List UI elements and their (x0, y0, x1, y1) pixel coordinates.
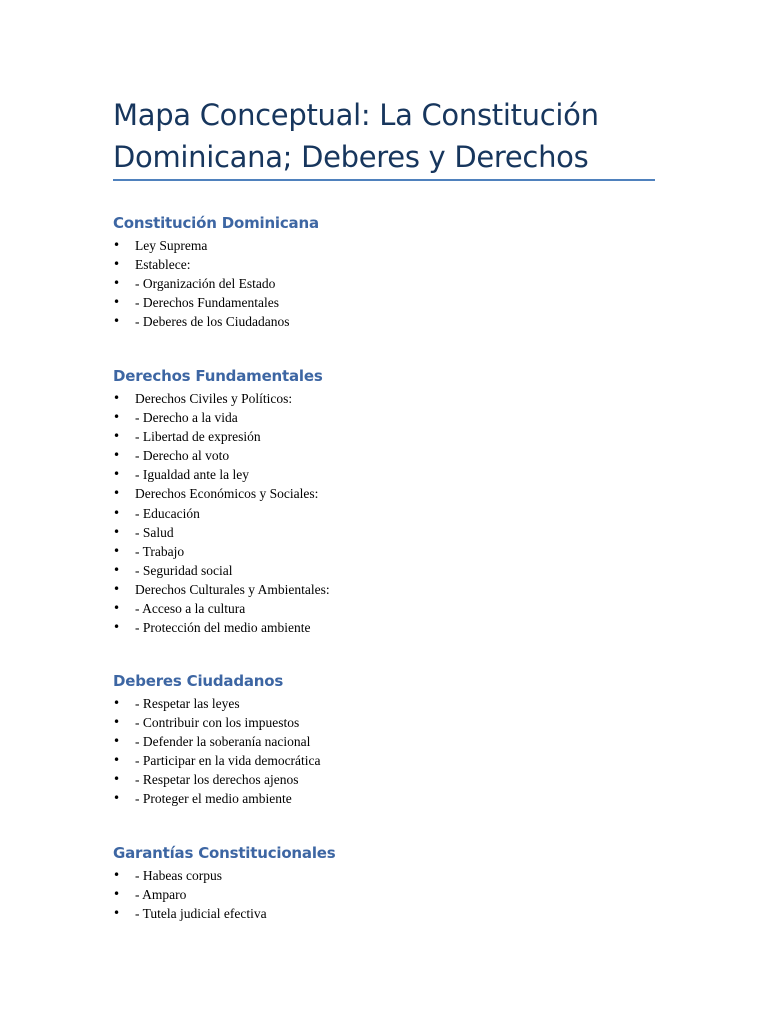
bullet-icon: • (113, 543, 121, 558)
bullet-icon: • (113, 505, 121, 520)
bullet-icon: • (113, 276, 121, 291)
bullet-list (113, 389, 673, 637)
list-item-text: - Libertad de expresión (135, 429, 261, 445)
section-derechos-fundamentales (113, 366, 673, 637)
list-item (113, 484, 673, 503)
bullet-icon: • (113, 620, 121, 635)
list-item (113, 274, 673, 293)
bullet-icon: • (113, 562, 121, 577)
section-garantias-constitucionales (113, 843, 673, 923)
document-title: Mapa Conceptual: La Constitución Dominicana; Deberes y Derechos (113, 98, 599, 174)
bullet-icon: • (113, 581, 121, 596)
list-item-text: - Respetar las leyes (135, 696, 240, 711)
list-item-text: - Derecho al voto (135, 448, 230, 464)
list-item-text: Ley Suprema (135, 238, 208, 253)
list-item-text: - Igualdad ante la ley (135, 467, 249, 483)
list-item (113, 770, 673, 789)
list-item (113, 523, 673, 542)
list-item (113, 446, 673, 465)
bullet-list (113, 236, 673, 331)
section-heading: Constitución Dominicana (113, 214, 319, 232)
list-item-text: Establece: (135, 257, 191, 273)
list-item (113, 236, 673, 255)
list-item (113, 561, 673, 580)
bullet-icon: • (113, 887, 121, 902)
list-item (113, 542, 673, 561)
list-item (113, 255, 673, 274)
list-item (113, 789, 673, 808)
list-item-text: - Habeas corpus (135, 868, 222, 883)
bullet-icon: • (113, 715, 121, 730)
bullet-icon: • (113, 238, 121, 252)
bullet-icon: • (113, 314, 121, 329)
bullet-icon: • (113, 429, 121, 444)
bullet-icon: • (113, 696, 121, 710)
list-item (113, 599, 673, 618)
list-item-text: - Trabajo (135, 543, 185, 559)
list-item (113, 312, 673, 331)
list-item-text: Derechos Civiles y Políticos: (135, 391, 293, 406)
section-heading: Deberes Ciudadanos (113, 672, 284, 690)
list-item-text: - Proteger el medio ambiente (135, 791, 292, 807)
bullet-icon: • (113, 791, 121, 806)
bullet-icon: • (113, 410, 121, 425)
list-item-text: - Seguridad social (135, 562, 233, 578)
list-item (113, 713, 673, 732)
list-item (113, 389, 673, 408)
list-item-text: - Derechos Fundamentales (135, 295, 279, 311)
list-item-text: - Educación (135, 505, 200, 521)
bullet-icon: • (113, 601, 121, 616)
bullet-list (113, 694, 673, 809)
list-item (113, 751, 673, 770)
bullet-icon: • (113, 734, 121, 749)
bullet-icon: • (113, 295, 121, 310)
bullet-icon: • (113, 868, 121, 882)
list-item-text: - Acceso a la cultura (135, 601, 246, 617)
list-item (113, 904, 673, 923)
bullet-icon: • (113, 391, 121, 405)
bullet-icon: • (113, 906, 121, 921)
list-item (113, 866, 673, 885)
list-item-text: - Derecho a la vida (135, 410, 238, 426)
section-deberes-ciudadanos (113, 671, 673, 809)
list-item-text: - Defender la soberanía nacional (135, 734, 311, 750)
list-item (113, 504, 673, 523)
bullet-icon: • (113, 467, 121, 482)
section-heading: Derechos Fundamentales (113, 367, 323, 385)
bullet-icon: • (113, 448, 121, 463)
section-constitucion-dominicana (113, 213, 673, 331)
title-underline-rule (113, 179, 655, 181)
list-item-text: - Salud (135, 524, 174, 540)
list-item (113, 885, 673, 904)
bullet-icon: • (113, 486, 121, 501)
list-item-text: - Respetar los derechos ajenos (135, 772, 299, 788)
list-item-text: Derechos Culturales y Ambientales: (135, 581, 330, 597)
list-item-text: - Contribuir con los impuestos (135, 715, 300, 731)
list-item (113, 465, 673, 484)
bullet-icon: • (113, 772, 121, 787)
list-item (113, 618, 673, 637)
list-item-text: - Amparo (135, 887, 187, 903)
list-item-text: - Deberes de los Ciudadanos (135, 314, 290, 330)
list-item-text: - Organización del Estado (135, 276, 276, 292)
list-item (113, 408, 673, 427)
bullet-icon: • (113, 524, 121, 539)
bullet-icon: • (113, 257, 121, 272)
list-item-text: - Participar en la vida democrática (135, 753, 321, 769)
list-item-text: - Tutela judicial efectiva (135, 906, 267, 922)
list-item-text: Derechos Económicos y Sociales: (135, 486, 319, 502)
list-item (113, 293, 673, 312)
list-item-text: - Protección del medio ambiente (135, 620, 311, 636)
list-item (113, 580, 673, 599)
list-item (113, 732, 673, 751)
list-item (113, 694, 673, 713)
bullet-list (113, 866, 673, 923)
section-heading: Garantías Constitucionales (113, 844, 336, 862)
bullet-icon: • (113, 753, 121, 768)
list-item (113, 427, 673, 446)
